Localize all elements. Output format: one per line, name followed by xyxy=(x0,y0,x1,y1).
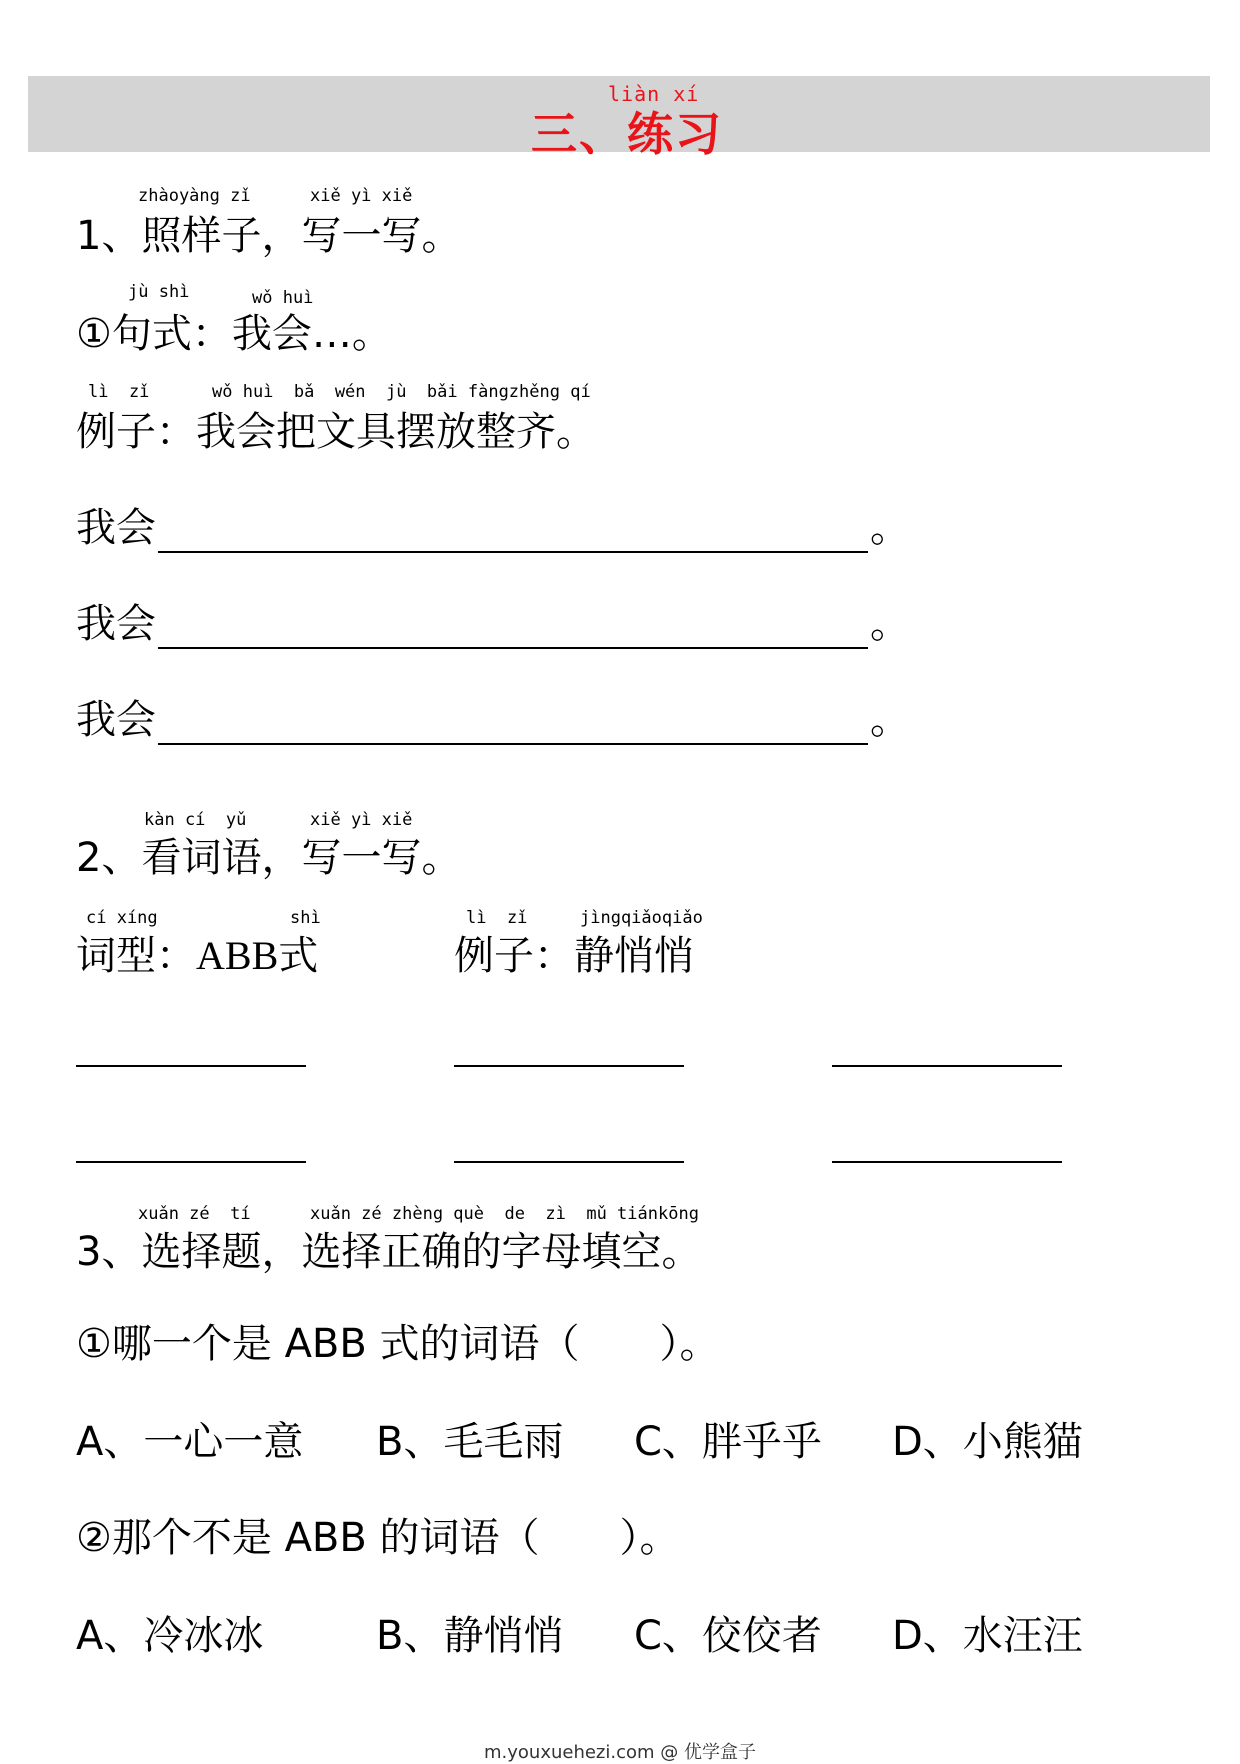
q2-example-pinyin-1: lì zǐ xyxy=(466,908,528,928)
q3-b-option-a[interactable]: A、冷冰冰 xyxy=(76,1613,264,1659)
q3-title-pinyin-1: xuǎn zé tí xyxy=(138,1204,251,1224)
q1-answer-row[interactable] xyxy=(76,496,910,553)
q1-example-pinyin-1: lì zǐ xyxy=(88,382,150,402)
q1-sub-prompt: ①句式：我会…。 xyxy=(76,311,392,357)
answer-prefix: 我会 xyxy=(76,697,156,743)
q1-title-pinyin-2: xiě yì xiě xyxy=(310,186,413,206)
q1-title-pinyin-1: zhàoyàng zǐ xyxy=(138,186,251,206)
q3-a-option-d[interactable]: D、小熊猫 xyxy=(892,1419,1083,1465)
q2-title: 2、看词语，写一写。 xyxy=(76,835,462,881)
q1-title: 1、照样子，写一写。 xyxy=(76,213,462,259)
q2-title-pinyin-2: xiě yì xiě xyxy=(310,810,413,830)
q1-answer-row[interactable] xyxy=(76,688,910,745)
page-title: 三、练习 xyxy=(531,107,723,161)
q2-type-pinyin-2: shì xyxy=(290,908,321,928)
q3-question-b: ②那个不是 ABB 的词语（ ）。 xyxy=(76,1515,680,1561)
answer-blank[interactable] xyxy=(158,607,868,649)
q3-question-a: ①哪一个是 ABB 式的词语（ ）。 xyxy=(76,1321,720,1367)
answer-prefix: 我会 xyxy=(76,505,156,551)
q2-answer-blank[interactable] xyxy=(832,1064,1062,1067)
q2-example: 例子：静悄悄 xyxy=(454,933,694,979)
answer-end: 。 xyxy=(870,697,910,743)
q3-title: 3、选择题，选择正确的字母填空。 xyxy=(76,1229,702,1275)
answer-end: 。 xyxy=(870,505,910,551)
q2-answer-blank[interactable] xyxy=(76,1160,306,1163)
q1-sub-pinyin-2: wǒ huì xyxy=(252,288,314,308)
q2-type-pinyin-1: cí xíng xyxy=(86,908,158,928)
answer-blank[interactable] xyxy=(158,511,868,553)
q3-a-option-b[interactable]: B、毛毛雨 xyxy=(376,1419,564,1465)
title-pinyin: liàn xí xyxy=(608,82,700,106)
answer-blank[interactable] xyxy=(158,703,868,745)
q2-answer-blank[interactable] xyxy=(76,1064,306,1067)
q1-example-pinyin-2: wǒ huì bǎ wén jù bǎi fàngzhěng qí xyxy=(212,382,591,402)
q2-answer-blank[interactable] xyxy=(454,1064,684,1067)
q2-answer-blank[interactable] xyxy=(454,1160,684,1163)
q2-example-pinyin-2: jìngqiǎoqiǎo xyxy=(580,908,703,928)
q3-b-option-b[interactable]: B、静悄悄 xyxy=(376,1613,564,1659)
answer-prefix: 我会 xyxy=(76,601,156,647)
q3-b-option-c[interactable]: C、佼佼者 xyxy=(634,1613,822,1659)
q1-answer-row[interactable] xyxy=(76,592,910,649)
q3-a-option-c[interactable]: C、胖乎乎 xyxy=(634,1419,822,1465)
q2-word-type-value: ABB式 xyxy=(196,933,319,978)
q3-a-option-a[interactable]: A、一心一意 xyxy=(76,1419,304,1465)
q3-b-option-d[interactable]: D、水汪汪 xyxy=(892,1613,1083,1659)
answer-end: 。 xyxy=(870,601,910,647)
q2-answer-blank[interactable] xyxy=(832,1160,1062,1163)
q3-title-pinyin-2: xuǎn zé zhèng què de zì mǔ tiánkōng xyxy=(310,1204,699,1224)
q2-word-type-label: 词型： xyxy=(76,933,196,979)
q1-example: 例子：我会把文具摆放整齐。 xyxy=(76,409,596,455)
q2-title-pinyin-1: kàn cí yǔ xyxy=(144,810,247,830)
footer-source: m.youxuehezi.com @ 优学盒子 xyxy=(483,1742,756,1763)
q2-word-type xyxy=(76,924,318,981)
q1-sub-pinyin-1: jù shì xyxy=(128,282,190,302)
